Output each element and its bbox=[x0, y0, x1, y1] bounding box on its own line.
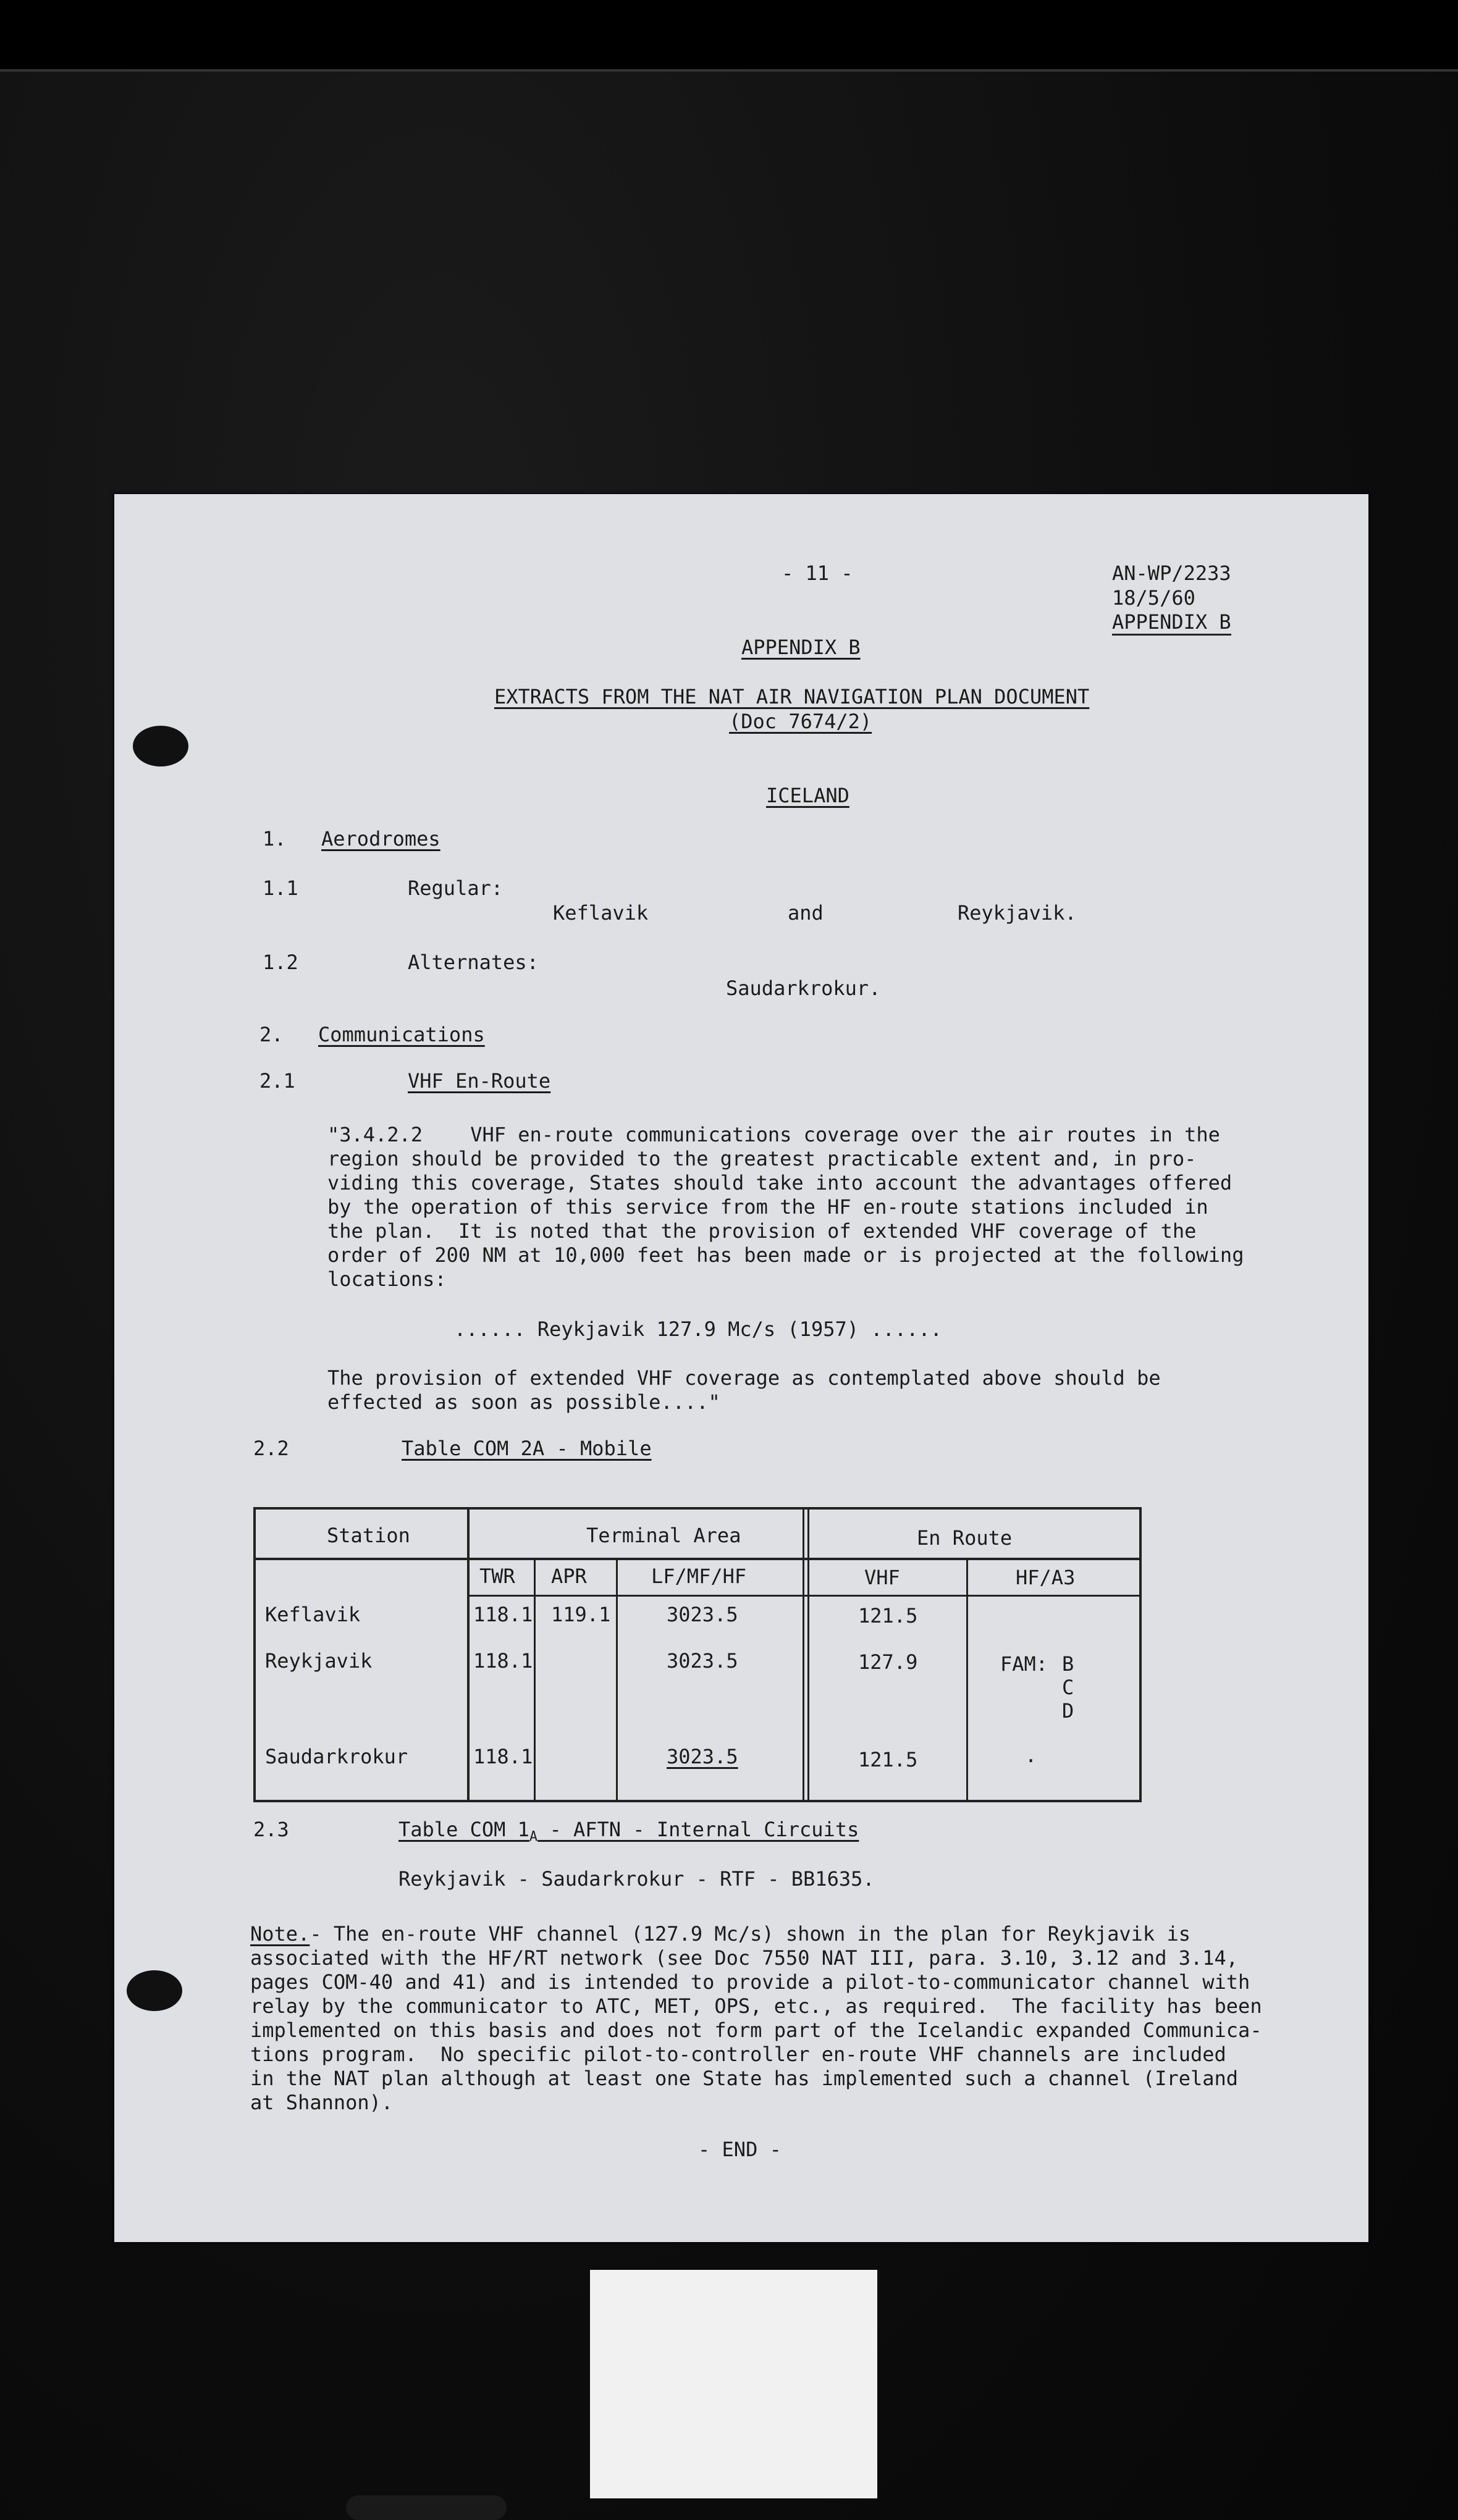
row-hf-value: D bbox=[1062, 1699, 1074, 1723]
row-vhf: 121.5 bbox=[858, 1748, 918, 1771]
row-twr: 118.1 bbox=[473, 1649, 533, 1673]
note-line: in the NAT plan although at least one State has implemented such a channel (Ireland bbox=[250, 2067, 1239, 2090]
regular-and: and bbox=[788, 901, 824, 925]
row-twr: 118.1 bbox=[473, 1745, 533, 1768]
row-twr: 118.1 bbox=[473, 1603, 533, 1626]
alternates-label: Alternates: bbox=[408, 951, 539, 974]
section-2-3-title-post: - AFTN - Internal Circuits bbox=[537, 1818, 859, 1841]
header-apr: APR bbox=[551, 1564, 587, 1588]
header-terminal-area: Terminal Area bbox=[586, 1524, 741, 1547]
section-2-2-number: 2.2 bbox=[253, 1437, 289, 1460]
row-hf-value: C bbox=[1062, 1676, 1074, 1699]
section-2-title: Communications bbox=[318, 1023, 485, 1046]
row-vhf: 121.5 bbox=[858, 1604, 918, 1628]
row-lf-mf-hf: 3023.5 bbox=[667, 1649, 738, 1673]
section-2-3-title bbox=[398, 1817, 859, 1849]
quote-line: locations: bbox=[327, 1267, 447, 1291]
enroute-divider-b bbox=[807, 1510, 809, 1800]
document-number: (Doc 7674/2) bbox=[729, 710, 872, 733]
header-hf-a3: HF/A3 bbox=[1016, 1566, 1076, 1589]
closing-line: effected as soon as possible...." bbox=[327, 1390, 720, 1414]
closing-line: The provision of extended VHF coverage as contemplated above should be bbox=[327, 1366, 1161, 1390]
header-station: Station bbox=[327, 1524, 410, 1547]
header-en-route: En Route bbox=[917, 1526, 1013, 1550]
section-1-1-number: 1.1 bbox=[263, 876, 298, 900]
note-line: tions program. No specific pilot-to-controller en-route VHF channels are included bbox=[250, 2043, 1226, 2066]
row-hf-value: B bbox=[1062, 1652, 1074, 1676]
header-twr: TWR bbox=[479, 1564, 515, 1588]
appendix-title: APPENDIX B bbox=[741, 636, 861, 659]
row-vhf: 127.9 bbox=[858, 1650, 918, 1674]
punch-hole-top bbox=[133, 726, 188, 766]
note-line: pages COM-40 and 41) and is intended to provide a pilot-to-communicator channel with bbox=[250, 1970, 1250, 1994]
row-lf-mf-hf: 3023.5 bbox=[667, 1745, 738, 1768]
section-2-1-number: 2.1 bbox=[259, 1069, 295, 1093]
quote-line: by the operation of this service from the HF en-route stations included in bbox=[327, 1195, 1208, 1219]
header-vhf: VHF bbox=[864, 1566, 900, 1589]
appendix-reference: APPENDIX B bbox=[1112, 610, 1231, 636]
film-label-tag bbox=[590, 2270, 877, 2498]
doc-date: 18/5/60 bbox=[1112, 586, 1195, 610]
row-station: Keflavik bbox=[265, 1603, 361, 1626]
note-line: at Shannon). bbox=[250, 2091, 394, 2114]
mobile-com-table bbox=[253, 1507, 1142, 1802]
quote-line: viding this coverage, States should take into account the advantages offered bbox=[327, 1171, 1233, 1195]
station-col-divider bbox=[467, 1510, 470, 1800]
quote-line: "3.4.2.2 VHF en-route communications coverage over the air routes in the bbox=[327, 1123, 1220, 1146]
location-line: ...... Reykjavik 127.9 Mc/s (1957) ...... bbox=[454, 1317, 942, 1341]
note-label: Note. bbox=[250, 1922, 310, 1946]
document-page bbox=[114, 494, 1368, 2242]
vhf-col-divider bbox=[966, 1559, 968, 1800]
row-hf-value: . bbox=[1025, 1744, 1037, 1767]
quote-line: order of 200 NM at 10,000 feet has been made or is projected at the following bbox=[327, 1243, 1244, 1267]
section-2-3-number: 2.3 bbox=[253, 1818, 289, 1841]
row-apr: 119.1 bbox=[551, 1603, 611, 1626]
section-2-1-title: VHF En-Route bbox=[408, 1069, 551, 1093]
row-hf-label: FAM: bbox=[1000, 1652, 1048, 1676]
row-station: Reykjavik bbox=[265, 1649, 373, 1673]
section-1-2-number: 1.2 bbox=[263, 951, 298, 974]
document-title: EXTRACTS FROM THE NAT AIR NAVIGATION PLAN DOCUMENT bbox=[494, 685, 1090, 708]
twr-col-divider bbox=[534, 1559, 536, 1800]
section-2-3-title-pre: Table COM 1 bbox=[398, 1818, 529, 1841]
regular-aerodrome-2: Reykjavik. bbox=[958, 901, 1077, 925]
note-line-first bbox=[250, 1922, 1190, 1946]
country-heading: ICELAND bbox=[766, 784, 849, 807]
regular-label: Regular: bbox=[408, 876, 504, 900]
page-number: - 11 - bbox=[782, 561, 853, 585]
regular-aerodrome-1: Keflavik bbox=[553, 901, 649, 925]
internal-circuit: Reykjavik - Saudarkrokur - RTF - BB1635. bbox=[398, 1867, 875, 1891]
quote-line: the plan. It is noted that the provision of extended VHF coverage of the bbox=[327, 1219, 1197, 1243]
section-2-3-title-sub: A bbox=[529, 1829, 538, 1845]
film-smudge bbox=[346, 2495, 507, 2520]
film-top-band bbox=[0, 0, 1458, 72]
row-station: Saudarkrokur bbox=[265, 1745, 408, 1768]
note-line: relay by the communicator to ATC, MET, OPS, etc., as required. The facility has been bbox=[250, 1994, 1262, 2018]
row-lf-mf-hf: 3023.5 bbox=[667, 1603, 738, 1626]
enroute-divider-a bbox=[803, 1510, 804, 1800]
alternate-aerodrome: Saudarkrokur. bbox=[726, 976, 881, 1000]
quote-line: region should be provided to the greatest practicable extent and, in pro- bbox=[327, 1147, 1197, 1170]
section-2-number: 2. bbox=[259, 1023, 284, 1046]
note-text: - The en-route VHF channel (127.9 Mc/s) shown in the plan for Reykjavik is bbox=[310, 1922, 1190, 1946]
punch-hole-bottom bbox=[127, 1970, 182, 2011]
section-1-title: Aerodromes bbox=[321, 827, 440, 850]
section-1-number: 1. bbox=[263, 827, 287, 850]
apr-col-divider bbox=[616, 1559, 618, 1800]
doc-reference: AN-WP/2233 bbox=[1112, 561, 1231, 585]
note-line: associated with the HF/RT network (see Doc 7550 NAT III, para. 3.10, 3.12 and 3.14, bbox=[250, 1946, 1239, 1970]
section-2-2-title: Table COM 2A - Mobile bbox=[402, 1437, 652, 1460]
header-lf-mf-hf: LF/MF/HF bbox=[651, 1564, 747, 1588]
note-line: implemented on this basis and does not form part of the Icelandic expanded Communica- bbox=[250, 2018, 1262, 2042]
end-marker: - END - bbox=[698, 2138, 782, 2161]
